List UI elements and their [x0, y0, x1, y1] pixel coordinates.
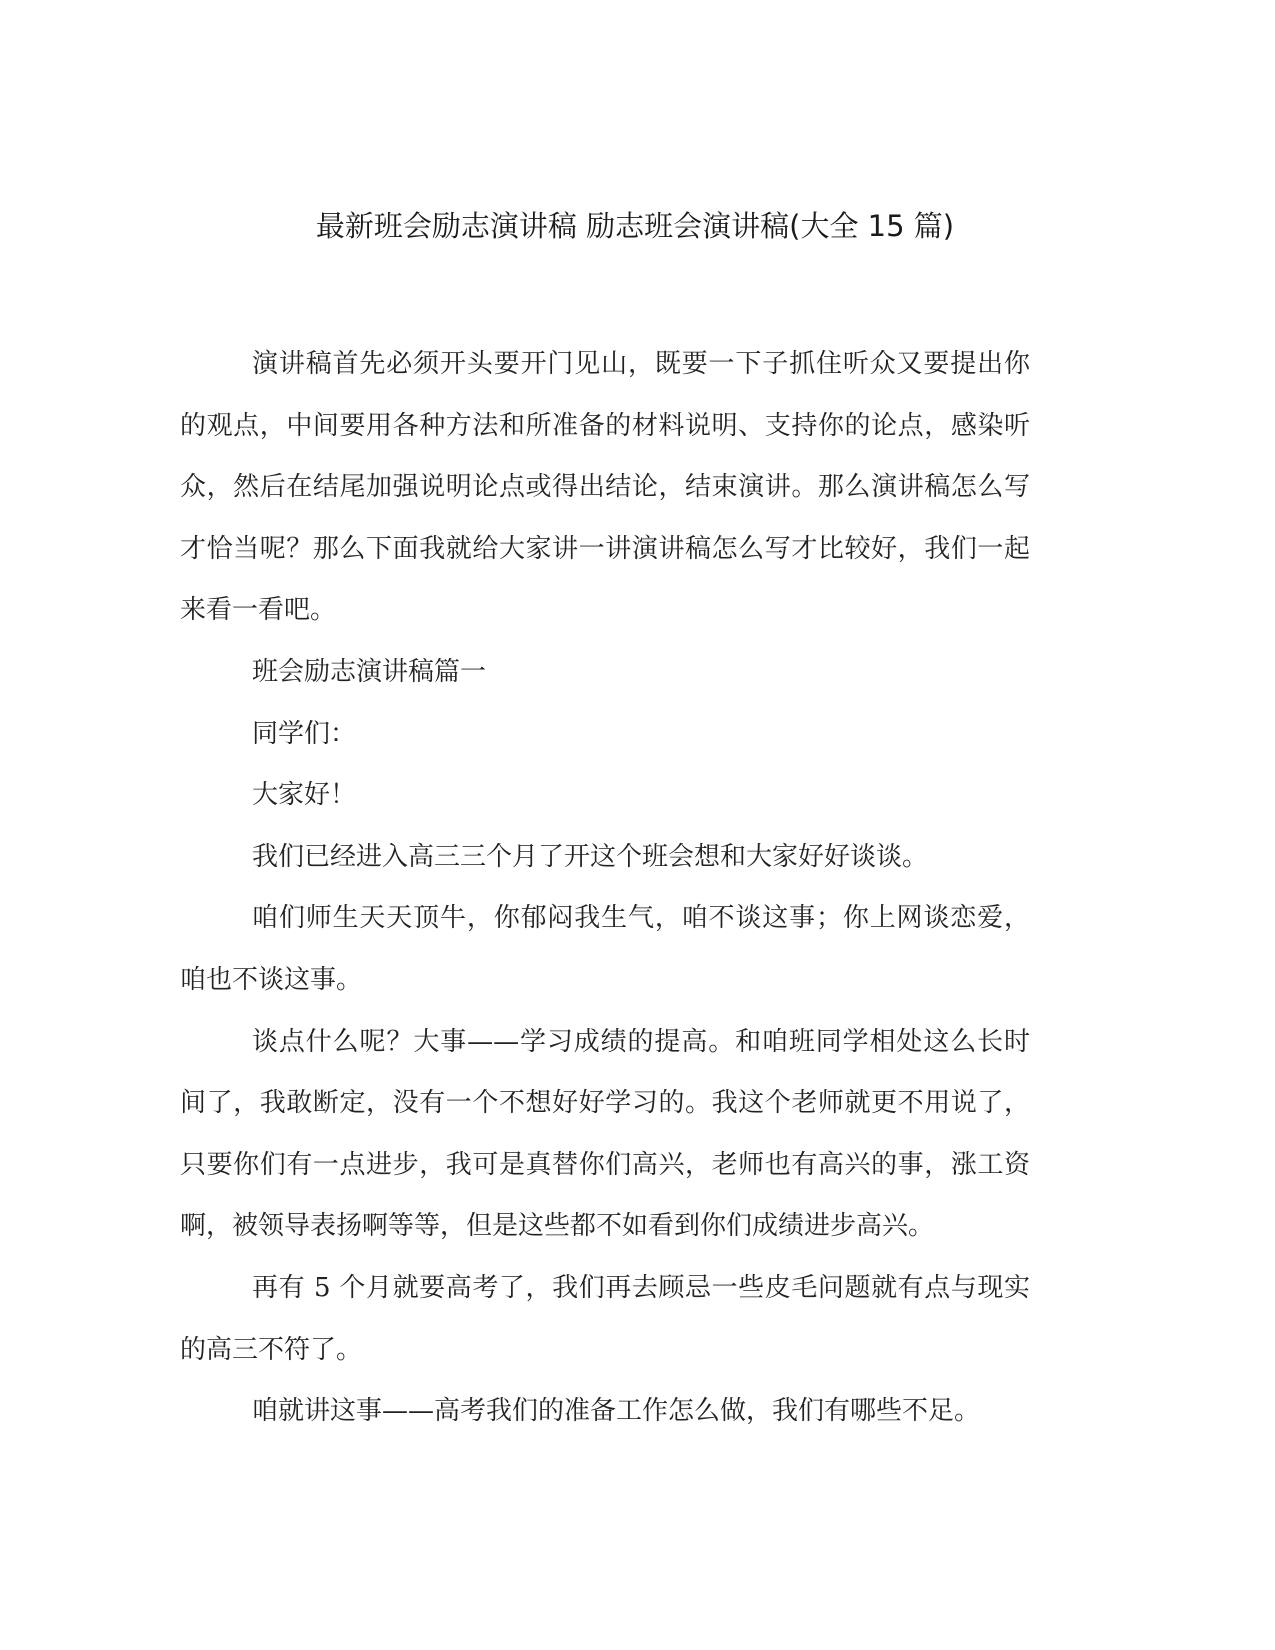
paragraph-text: 我们已经进入高三三个月了开这个班会想和大家好好谈谈。	[252, 841, 929, 872]
paragraph-text: 咱就讲这事——高考我们的准备工作怎么做，我们有哪些不足。	[252, 1396, 981, 1427]
document-title: 最新班会励志演讲稿 励志班会演讲稿(大全 15 篇)	[315, 209, 955, 243]
paragraph-salutation: 同学们：	[252, 718, 357, 749]
paragraph-greeting: 大家好！	[252, 780, 357, 811]
paragraph-text: 谈点什么呢？大事——学习成绩的提高。和咱班同学相处这么长时间了，我敢断定，没有一个不想好好学习的。我这个老师就更不用说了，只要你们有一点进步，我可是真替你们高兴，老师也有高兴的事，涨工资啊，被领导表扬啊等等，但是这些都不如看到你们成绩进步高兴。	[180, 1026, 1030, 1242]
document-body	[180, 334, 1030, 1443]
paragraph-text: 再有 5 个月就要高考了，我们再去顾忌一些皮毛问题就有点与现实的高三不符了。	[180, 1272, 1030, 1365]
paragraph-section-heading: 班会励志演讲稿篇一	[252, 656, 487, 687]
paragraph-text: 咱们师生天天顶牛，你郁闷我生气，咱不谈这事；你上网谈恋爱，咱也不谈这事。	[180, 903, 1030, 995]
paragraph-intro: 演讲稿首先必须开头要开门见山，既要一下子抓住听众又要提出你的观点，中间要用各种方法和所准备的材料说明、支持你的论点，感染听众，然后在结尾加强说明论点或得出结论，结束演讲。那么演讲稿怎么写才恰当呢？那么下面我就给大家讲一讲演讲稿怎么写才比较好，我们一起来看一看吧。	[180, 349, 1030, 626]
